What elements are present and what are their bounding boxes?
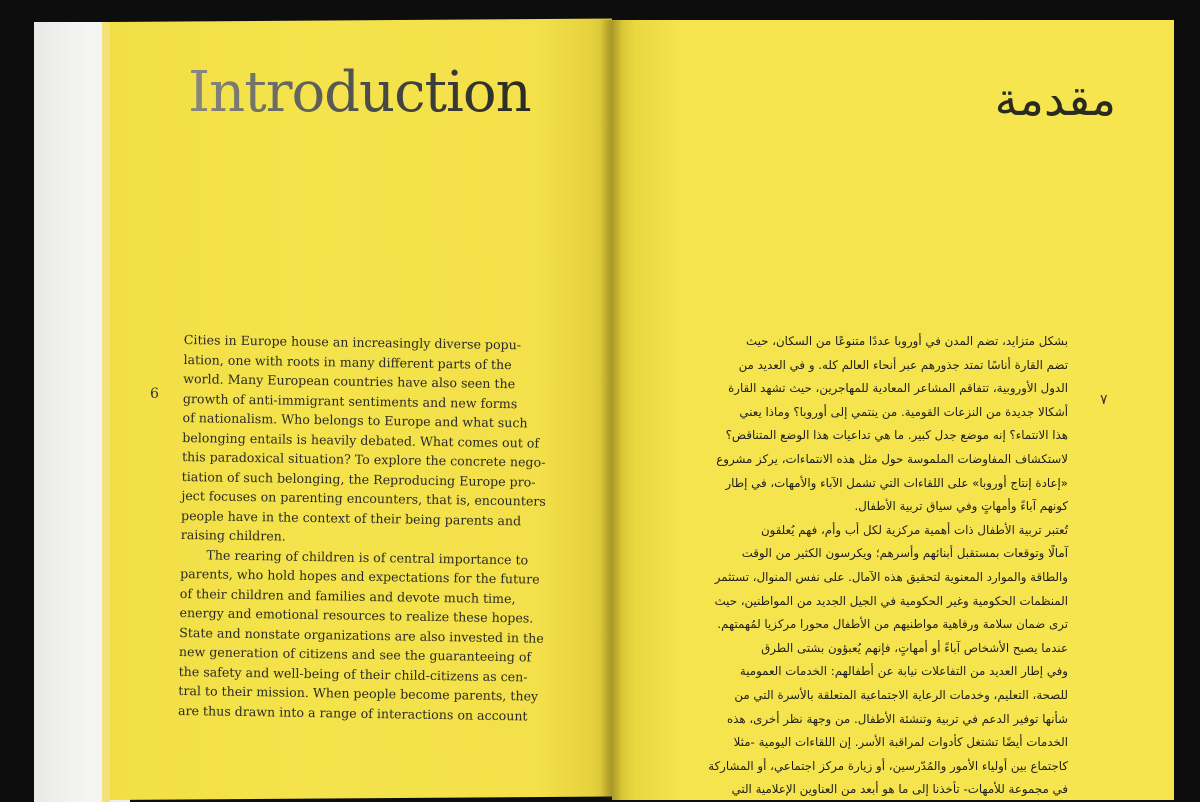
english-body-text [178, 330, 564, 726]
english-line: growth of anti-immigrant sentiments and new forms [182, 390, 518, 411]
english-line: of nationalism. Who belongs to Europe and what such [182, 409, 528, 431]
english-line: this paradoxical situation? To explore the concrete nego- [181, 448, 546, 470]
english-title: Introduction [188, 60, 531, 125]
english-line: energy and emotional resources to realize these hopes. [179, 604, 534, 626]
english-line: of their children and families and devote much time, [179, 585, 516, 606]
arabic-line: كونهم آباءً وأمهاتٍ وفي سياق تربية الأطفال. [854, 499, 1068, 514]
english-line: Cities in Europe house an increasingly diverse popu- [183, 331, 522, 353]
arabic-line: ترى ضمان سلامة ورفاهية مواطنيهم من الأطفال محورا مركزيا لمُهمتهم. [717, 617, 1068, 632]
arabic-line: وفي إطار العديد من التفاعلات نيابة عن أطفالهم: الخدمات العمومية [739, 664, 1068, 679]
english-line: ject focuses on parenting encounters, that is, encounters [181, 487, 546, 509]
english-line: the safety and well-being of their child-citizens as cen- [178, 663, 528, 684]
arabic-title: مقدمة [994, 72, 1116, 126]
page-number-left: 6 [150, 386, 159, 402]
arabic-line: هذا الانتماء؟ إنه موضع جدل كبير. ما هي تداعيات هذا الوضع المتناقض؟ [725, 428, 1068, 443]
english-line: tiation of such belonging, the Reproducing Europe pro- [181, 468, 536, 490]
english-line: belonging entails is heavily debated. What comes out of [182, 429, 540, 451]
page-number-right: ٧ [1100, 392, 1108, 408]
page-edge [102, 22, 110, 802]
arabic-line: المنظمات الحكومية وغير الحكومية في الجيل الجديد من المواطنين، حيث [714, 593, 1068, 608]
arabic-line: تضم القارة أناسًا تمتد جذورهم عبر أنحاء العالم كله. و في العديد من [738, 357, 1068, 372]
english-line: people have in the context of their being parents and [180, 507, 522, 528]
english-line: world. Many European countries have also seen the [183, 370, 516, 392]
arabic-line: الدول الأوروبية، تتفاقم المشاعر المعادية للمهاجرين، حيث تشهد القارة [728, 381, 1068, 396]
arabic-line: أشكالا جديدة من النزعات القومية. من ينتمي إلى أوروبا؟ وماذا يعني [739, 404, 1068, 419]
arabic-line: شأنها توفير الدعم في تربية وتنشئة الأطفال. من وجهة نظر أخرى، هذه [727, 711, 1068, 726]
english-line: are thus drawn into a range of interactions on account [177, 702, 528, 723]
english-line: new generation of citizens and see the guaranteeing of [178, 643, 532, 665]
english-line: raising children. [180, 526, 286, 544]
arabic-line: والطاقة والموارد المعنوية لتحقيق هذه الآمال. على نفس المنوال، تستثمر [714, 569, 1068, 584]
arabic-line: كاجتماع بين أولياء الأمور والمُدّرسين، أو زيارة مركز اجتماعي، أو المشاركة [708, 758, 1068, 773]
english-line: tral to their mission. When people become parents, they [178, 682, 539, 704]
arabic-line: الخدمات أيضًا تشتغل كأدوات لمراقبة الأسر. إن اللقاءات اليومية -مثلا [733, 735, 1068, 750]
english-line: lation, one with roots in many different parts of the [183, 351, 512, 372]
arabic-line: تُعتبر تربية الأطفال ذات أهمية مركزية لكل أب وأم، فهم يُعلقون [760, 522, 1068, 537]
arabic-line: «إعادة إنتاج أوروبا» على اللقاءات التي تشمل الآباء والأمهات، في إطار [725, 475, 1068, 490]
arabic-line: لاستكشاف المفاوضات الملموسة حول مثل هذه الانتماءات، يركز مشروع [716, 451, 1068, 466]
english-line: The rearing of children is of central importance to [206, 546, 529, 567]
english-line: State and nonstate organizations are also invested in the [179, 624, 544, 646]
arabic-line: في مجموعة للأمهات- تأخذنا إلى ما هو أبعد من العناوين الإعلامية التي [731, 782, 1068, 797]
arabic-line: عندما يصبح الأشخاص آباءً أو أمهاتٍ، فإنهم يُعبؤون بشتى الطرق [761, 640, 1068, 655]
arabic-line: بشكل متزايد، تضم المدن في أوروبا عددًا متنوعًا من السكان، حيث [746, 334, 1068, 348]
arabic-line: للصحة، التعليم، وخدمات الرعاية الاجتماعية المتعلقة بالأسرة التي من [734, 687, 1068, 702]
english-line: parents, who hold hopes and expectations for the future [180, 565, 540, 587]
arabic-body-text [638, 330, 1068, 802]
book-gutter [600, 20, 622, 800]
arabic-line: آمالًا وتوقعات بمستقبل أبنائهم وأسرهم؛ ويكرسون الكثير من الوقت [741, 546, 1068, 561]
